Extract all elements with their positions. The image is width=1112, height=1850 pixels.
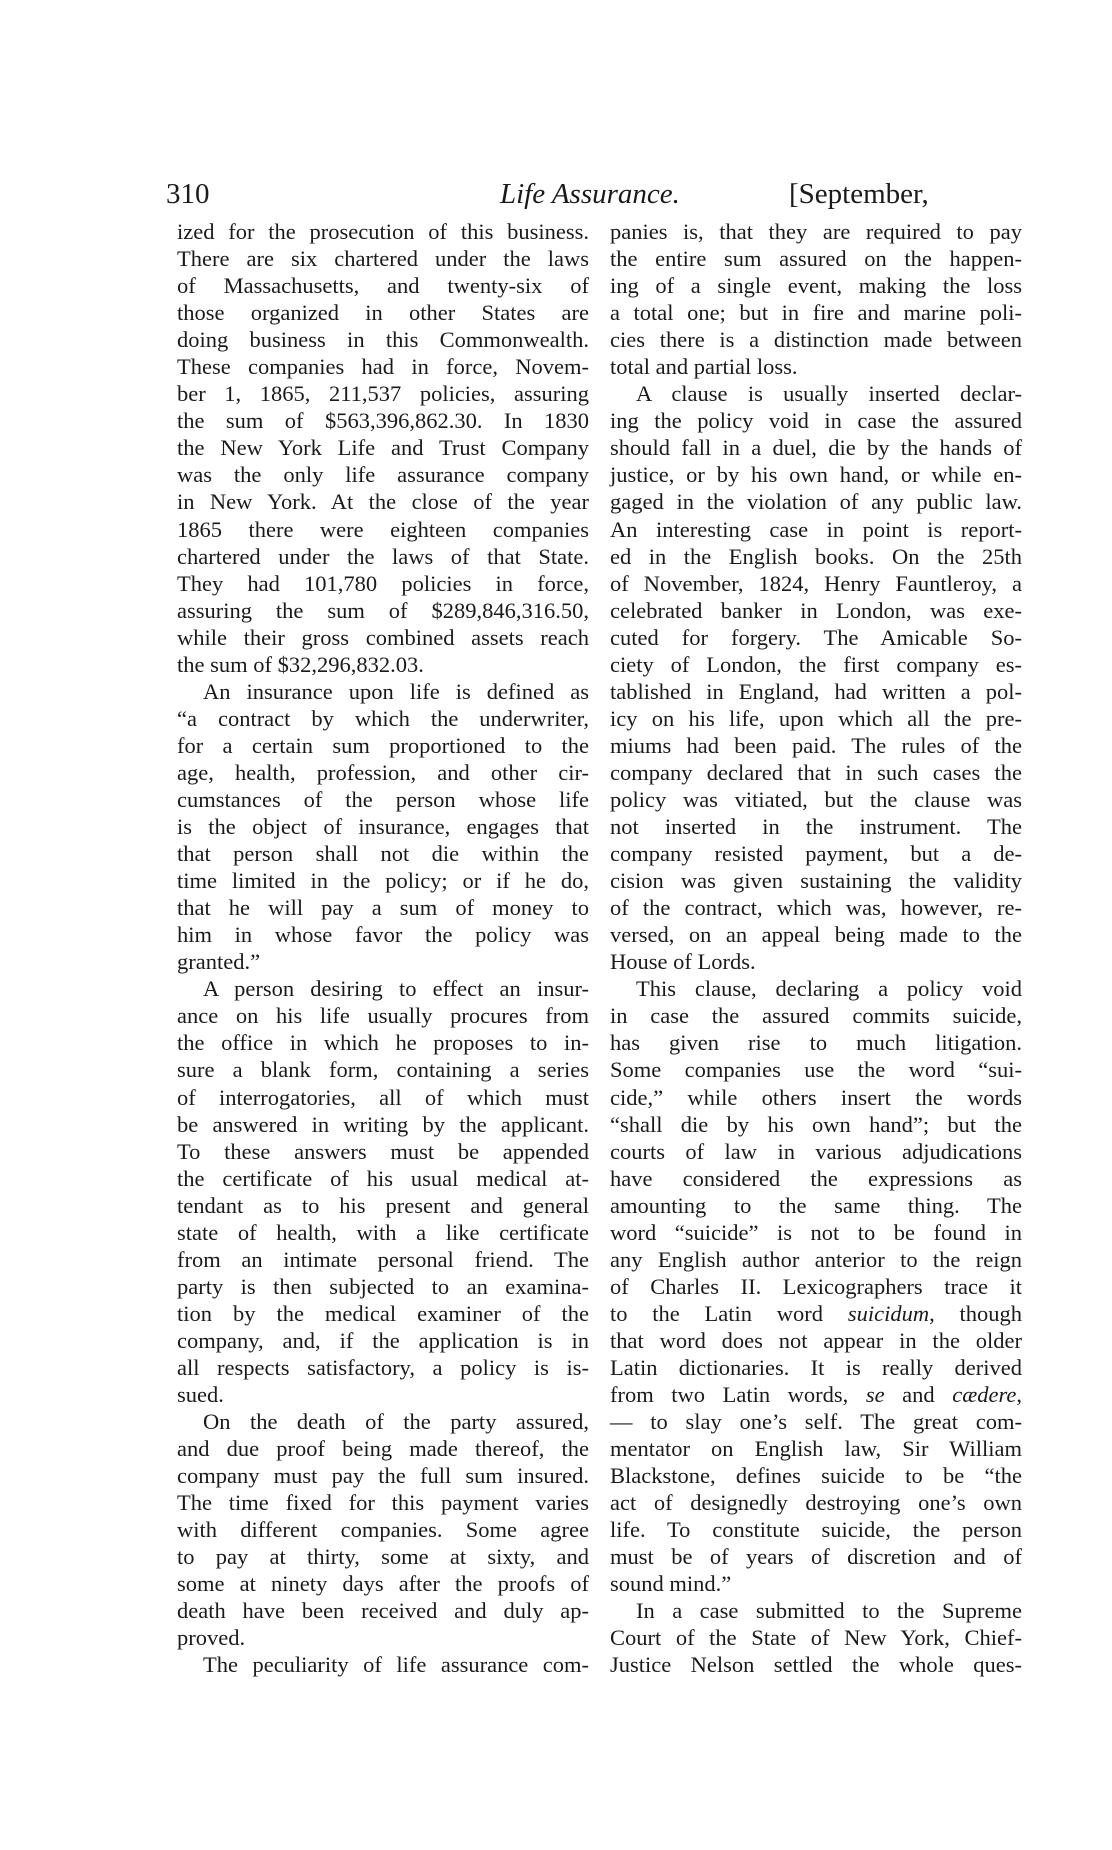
text-line: ized for the prosecution of this business.: [177, 219, 589, 244]
text-line: cision was given sustaining the validity: [610, 868, 1022, 894]
left-column: [177, 218, 589, 1679]
text-line: — to slay one’s self. The great com-: [610, 1409, 1022, 1435]
paragraph: [177, 678, 589, 976]
text-line: party is then subjected to an examina-: [177, 1273, 589, 1299]
text-line: Blackstone, defines suicide to be “the: [610, 1463, 1022, 1489]
text-line: not inserted in the instrument. The: [610, 814, 1022, 840]
text-line: state of health, with a like certificate: [177, 1219, 589, 1245]
text-line: act of designedly destroying one’s own: [610, 1490, 1022, 1516]
text-line: ber 1, 1865, 211,537 policies, assuring: [177, 381, 589, 407]
text-line: company must pay the full sum insured.: [177, 1463, 589, 1489]
text-line: should fall in a duel, die by the hands of: [610, 435, 1022, 461]
text-line: amounting to the same thing. The: [610, 1192, 1022, 1218]
text-line: chartered under the laws of that State.: [177, 543, 589, 569]
italic-word: cædere: [952, 1382, 1017, 1408]
text-line: panies is, that they are required to pay: [610, 219, 1022, 244]
text-line: of the contract, which was, however, re-: [610, 895, 1022, 921]
text-line: sure a blank form, containing a series: [177, 1057, 589, 1083]
text-line: mentator on English law, Sir William: [610, 1436, 1022, 1462]
paragraph: [177, 1408, 589, 1651]
text-line: in case the assured commits suicide,: [610, 1003, 1022, 1029]
text-line: House of Lords.: [610, 949, 756, 975]
text-line: word “suicide” is not to be found in: [610, 1219, 1022, 1245]
text-line: gaged in the violation of any public law.: [610, 489, 1022, 515]
text-line: ance on his life usually procures from: [177, 1003, 589, 1029]
text-line: for a certain sum proportioned to the: [177, 732, 589, 758]
text-line: cide,” while others insert the words: [610, 1084, 1022, 1110]
text-line: is the object of insurance, engages that: [177, 814, 589, 840]
text-line: There are six chartered under the laws: [177, 246, 589, 272]
text-line: ed in the English books. On the 25th: [610, 543, 1022, 569]
text-line: from two Latin words, se and cædere,: [610, 1382, 1022, 1408]
text-line: miums had been paid. The rules of the: [610, 732, 1022, 758]
text-line: The peculiarity of life assurance com-: [203, 1652, 589, 1678]
text-line: cies there is a distinction made between: [610, 327, 1022, 353]
text-line: These companies had in force, Novem-: [177, 354, 589, 380]
text-line: icy on his life, upon which all the pre-: [610, 705, 1022, 731]
text-line: doing business in this Commonwealth.: [177, 327, 589, 353]
text-line: the certificate of his usual medical at-: [177, 1165, 589, 1191]
text-line: courts of law in various adjudications: [610, 1138, 1022, 1164]
text-line: death have been received and duly ap-: [177, 1598, 589, 1624]
text-line: of interrogatories, all of which must: [177, 1084, 589, 1110]
text-line: 1865 there were eighteen companies: [177, 516, 589, 542]
text-line: tion by the medical examiner of the: [177, 1300, 589, 1326]
text-line: proved.: [177, 1625, 246, 1651]
text-line: with different companies. Some agree: [177, 1517, 589, 1543]
paragraph: [177, 1651, 589, 1678]
text-line: that he will pay a sum of money to: [177, 895, 589, 921]
text-line: be answered in writing by the applicant.: [177, 1111, 589, 1137]
text-line: sound mind.”: [610, 1571, 732, 1597]
text-line: all respects satisfactory, a policy is is-: [177, 1354, 589, 1380]
text-line: some at ninety days after the proofs of: [177, 1571, 589, 1597]
text-line: of November, 1824, Henry Fauntleroy, a: [610, 570, 1022, 596]
paragraph: [177, 975, 589, 1408]
text-line: They had 101,780 policies in force,: [177, 570, 589, 596]
text-line: any English author anterior to the reign: [610, 1246, 1022, 1272]
text-line: A clause is usually inserted declar-: [636, 381, 1022, 407]
paragraph: [610, 1597, 1022, 1678]
page-number: 310: [166, 178, 210, 210]
text-line: An insurance upon life is defined as: [203, 678, 589, 704]
paragraph: [610, 218, 1022, 380]
text-line: while their gross combined assets reach: [177, 624, 589, 650]
text-line: age, health, profession, and other cir-: [177, 759, 589, 785]
text-line: On the death of the party assured,: [203, 1409, 589, 1435]
text-line: Court of the State of New York, Chief-: [610, 1625, 1022, 1651]
text-line: sued.: [177, 1382, 224, 1408]
text-line: policy was vitiated, but the clause was: [610, 786, 1022, 812]
text-line: An interesting case in point is report-: [610, 516, 1022, 542]
text-line: to pay at thirty, some at sixty, and: [177, 1544, 589, 1570]
running-title: Life Assurance.: [500, 178, 680, 210]
text-line: of Charles II. Lexicographers trace it: [610, 1273, 1022, 1299]
running-header: [0, 178, 1112, 218]
text-line: must be of years of discretion and of: [610, 1544, 1022, 1570]
text-line: cuted for forgery. The Amicable So-: [610, 624, 1022, 650]
text-line: To these answers must be appended: [177, 1138, 589, 1164]
text-line: a total one; but in fire and marine poli-: [610, 300, 1022, 326]
text-line: the sum of $32,296,832.03.: [177, 651, 424, 677]
text-line: and due proof being made thereof, the: [177, 1436, 589, 1462]
text-line: cumstances of the person whose life: [177, 786, 589, 812]
text-line: has given rise to much litigation.: [610, 1030, 1022, 1056]
text-line: Latin dictionaries. It is really derived: [610, 1354, 1022, 1380]
text-line: ciety of London, the first company es-: [610, 651, 1022, 677]
text-line: This clause, declaring a policy void: [636, 976, 1022, 1002]
text-line: that person shall not die within the: [177, 841, 589, 867]
paragraph: [610, 380, 1022, 975]
text-line: time limited in the policy; or if he do,: [177, 868, 589, 894]
text-line: ing the policy void in case the assured: [610, 408, 1022, 434]
text-line: total and partial loss.: [610, 354, 798, 380]
text-line: granted.”: [177, 949, 261, 975]
text-line: have considered the expressions as: [610, 1165, 1022, 1191]
text-line: celebrated banker in London, was exe-: [610, 597, 1022, 623]
text-line: those organized in other States are: [177, 300, 589, 326]
text-line: Justice Nelson settled the whole ques-: [610, 1652, 1022, 1678]
text-line: in New York. At the close of the year: [177, 489, 589, 515]
text-line: to the Latin word suicidum, though: [610, 1300, 1022, 1326]
text-line: company resisted payment, but a de-: [610, 841, 1022, 867]
paragraph: [610, 975, 1022, 1597]
text-line: was the only life assurance company: [177, 462, 589, 488]
text-line: the office in which he proposes to in-: [177, 1030, 589, 1056]
text-line: the New York Life and Trust Company: [177, 435, 589, 461]
text-line: The time fixed for this payment varies: [177, 1490, 589, 1516]
text-line: “shall die by his own hand”; but the: [610, 1111, 1022, 1137]
text-line: A person desiring to effect an insur-: [203, 976, 589, 1002]
text-line: of Massachusetts, and twenty-six of: [177, 273, 589, 299]
text-line: tablished in England, had written a pol-: [610, 678, 1022, 704]
running-month: [September,: [789, 178, 929, 210]
text-line: that word does not appear in the older: [610, 1327, 1022, 1353]
text-line: Some companies use the word “sui-: [610, 1057, 1022, 1083]
text-line: ing of a single event, making the loss: [610, 273, 1022, 299]
text-line: versed, on an appeal being made to the: [610, 922, 1022, 948]
text-line: company declared that in such cases the: [610, 759, 1022, 785]
text-line: tendant as to his present and general: [177, 1192, 589, 1218]
text-line: assuring the sum of $289,846,316.50,: [177, 597, 589, 623]
paragraph: [177, 218, 589, 678]
text-line: the entire sum assured on the happen-: [610, 246, 1022, 272]
right-column: [610, 218, 1022, 1679]
text-line: the sum of $563,396,862.30. In 1830: [177, 408, 589, 434]
text-line: justice, or by his own hand, or while en-: [610, 462, 1022, 488]
text-line: “a contract by which the underwriter,: [177, 705, 589, 731]
text-line: him in whose favor the policy was: [177, 922, 589, 948]
italic-word: suicidum: [847, 1300, 930, 1326]
text-line: life. To constitute suicide, the person: [610, 1517, 1022, 1543]
italic-word: se: [865, 1382, 885, 1408]
text-line: In a case submitted to the Supreme: [636, 1598, 1022, 1624]
text-line: from an intimate personal friend. The: [177, 1246, 589, 1272]
text-line: company, and, if the application is in: [177, 1327, 589, 1353]
